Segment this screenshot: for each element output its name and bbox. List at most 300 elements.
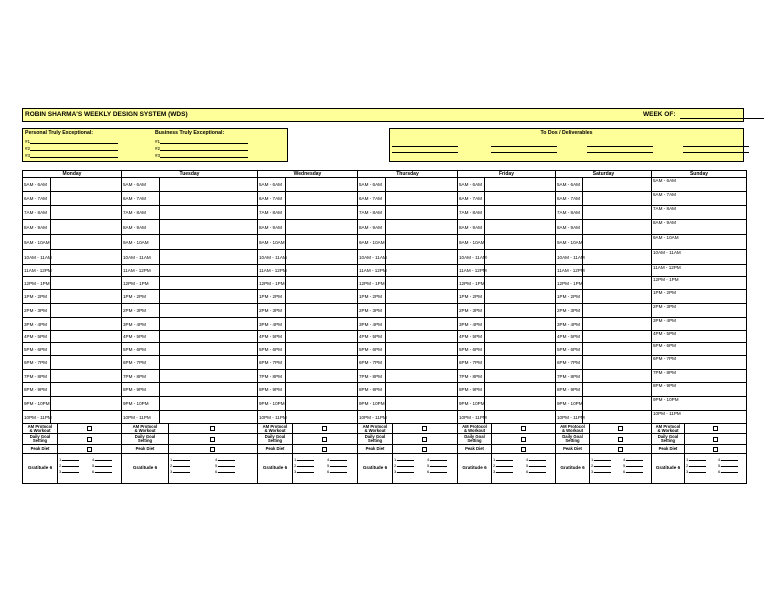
time-slot[interactable] (23, 250, 121, 265)
time-slot[interactable] (556, 220, 651, 235)
time-slot[interactable] (23, 331, 121, 343)
time-slot[interactable] (122, 265, 257, 277)
gratitude-line[interactable]: 3. (59, 469, 79, 474)
am-protocol-checkbox[interactable] (422, 426, 427, 431)
time-slot-label: 8AM - 9AM (653, 220, 676, 225)
time-slot-label: 7AM - 8AM (24, 210, 47, 215)
todo-line[interactable] (392, 146, 458, 147)
time-slot[interactable] (23, 318, 121, 331)
time-slot[interactable] (23, 343, 121, 356)
peak-diet-label: Peak Diet (658, 446, 678, 451)
gratitude-line[interactable]: 2. (170, 463, 190, 468)
time-slot[interactable] (358, 331, 457, 343)
peak-diet-checkbox[interactable] (422, 447, 427, 452)
time-slot-label: 7PM - 8PM (24, 373, 47, 379)
time-slot[interactable] (458, 178, 555, 192)
time-slot-label: 5PM - 6PM (259, 346, 282, 352)
time-slot-label: 6AM - 7AM (653, 192, 676, 197)
gratitude-line[interactable]: 6. (215, 469, 235, 474)
day-header: Saturday (556, 171, 651, 178)
time-slot-label: 5AM - 6AM (359, 182, 382, 187)
gratitude-line[interactable]: 5. (92, 463, 112, 468)
time-slot[interactable] (23, 304, 121, 318)
peak-diet-checkbox[interactable] (87, 447, 92, 452)
time-slot-label: 11AM - 12PM (259, 268, 287, 273)
time-slot-label: 10AM - 11AM (359, 254, 387, 260)
time-slot[interactable] (122, 220, 257, 235)
time-slot-label: 6AM - 7AM (24, 196, 47, 201)
time-slot[interactable] (23, 356, 121, 370)
personal-goal-1[interactable]: #1 (25, 138, 118, 144)
time-slot[interactable] (122, 343, 257, 356)
time-slot[interactable] (258, 277, 357, 290)
time-slot[interactable] (358, 290, 457, 304)
time-slot[interactable] (556, 178, 651, 192)
time-slot[interactable] (258, 220, 357, 235)
time-slot-label: 5AM - 6AM (653, 178, 676, 183)
gratitude-line[interactable]: 6. (92, 469, 112, 474)
business-goal-3[interactable]: #3 (155, 152, 248, 158)
time-slot-label: 3PM - 4PM (259, 321, 282, 327)
peak-diet-row (652, 445, 746, 454)
time-slot[interactable] (556, 356, 651, 370)
gratitude-line[interactable]: 6. (526, 469, 546, 474)
am-protocol-checkbox[interactable] (521, 426, 526, 431)
gratitude-line[interactable]: 2. (394, 463, 414, 468)
time-slot[interactable] (23, 235, 121, 250)
am-protocol-checkbox[interactable] (618, 426, 623, 431)
time-slot[interactable] (652, 397, 746, 411)
gratitude-line[interactable]: 3. (394, 469, 414, 474)
todo-line[interactable] (683, 146, 749, 147)
time-slot[interactable] (122, 290, 257, 304)
time-slot[interactable] (358, 192, 457, 206)
time-slot-label: 6PM - 7PM (259, 360, 282, 365)
time-slot[interactable] (458, 220, 555, 235)
time-slot[interactable] (23, 192, 121, 206)
time-slot[interactable] (458, 265, 555, 277)
time-slot-label: 6AM - 7AM (359, 196, 382, 201)
gratitude-line[interactable]: 1. (591, 457, 611, 462)
time-slot[interactable] (258, 397, 357, 411)
time-slot[interactable] (358, 277, 457, 290)
time-slot[interactable] (458, 331, 555, 343)
time-slot[interactable] (458, 397, 555, 411)
gratitude-line[interactable]: 1. (294, 457, 314, 462)
gratitude-line[interactable]: 4. (327, 457, 347, 462)
todo-line[interactable] (683, 152, 749, 153)
daily-goal-checkbox[interactable] (422, 437, 427, 442)
time-slot[interactable] (23, 265, 121, 277)
daily-goal-checkbox[interactable] (322, 437, 327, 442)
time-slot-label: 12PM - 1PM (359, 280, 385, 286)
time-slot-label: 4PM - 5PM (653, 331, 676, 336)
time-slot[interactable] (652, 277, 746, 290)
time-slot-label: 10PM - 11PM (557, 414, 585, 420)
time-slot[interactable] (652, 192, 746, 206)
peak-diet-row (458, 445, 555, 454)
gratitude-line[interactable]: 2. (686, 463, 706, 468)
todo-line[interactable] (491, 146, 557, 147)
time-slot[interactable] (652, 206, 746, 220)
gratitude-line[interactable]: 4. (718, 457, 738, 462)
week-of-field[interactable] (680, 118, 764, 119)
time-slot-label: 2PM - 3PM (653, 304, 676, 309)
am-protocol-checkbox[interactable] (87, 426, 92, 431)
day-column-sunday (651, 170, 747, 484)
business-goals-title: Business Truly Exceptional: (155, 130, 225, 136)
time-slot-label: 1PM - 2PM (653, 290, 676, 295)
gratitude-line[interactable]: 5. (526, 463, 546, 468)
time-slot[interactable] (23, 178, 121, 192)
day-header: Friday (458, 171, 555, 178)
time-slot-label: 12PM - 1PM (259, 280, 285, 286)
gratitude-row (122, 454, 257, 483)
time-slot[interactable] (122, 178, 257, 192)
time-slot[interactable] (556, 265, 651, 277)
time-slot[interactable] (258, 370, 357, 383)
time-slot-label: 6PM - 7PM (359, 360, 382, 365)
time-slot-label: 4PM - 5PM (123, 334, 146, 339)
time-slot-label: 12PM - 1PM (459, 280, 485, 286)
time-slot[interactable] (556, 370, 651, 383)
gratitude-line[interactable]: 2. (294, 463, 314, 468)
time-slot-label: 8AM - 9AM (359, 224, 382, 230)
gratitude-line[interactable]: 4. (526, 457, 546, 462)
time-slot[interactable] (23, 397, 121, 411)
time-slot[interactable] (23, 220, 121, 235)
time-slot[interactable] (122, 397, 257, 411)
time-slot[interactable] (122, 192, 257, 206)
time-slot[interactable] (556, 411, 651, 424)
time-slot-label: 5PM - 6PM (653, 343, 676, 348)
time-slot-label: 9AM - 10AM (359, 239, 385, 245)
time-slot[interactable] (358, 250, 457, 265)
gratitude-line[interactable]: 2. (591, 463, 611, 468)
time-slot[interactable] (122, 277, 257, 290)
todo-line[interactable] (587, 146, 653, 147)
gratitude-line[interactable]: 1. (170, 457, 190, 462)
time-slot[interactable] (458, 277, 555, 290)
time-slot[interactable] (652, 370, 746, 383)
time-slot[interactable] (23, 277, 121, 290)
time-slot[interactable] (122, 411, 257, 424)
time-slot[interactable] (358, 318, 457, 331)
time-slot[interactable] (23, 206, 121, 220)
time-slot[interactable] (358, 397, 457, 411)
peak-diet-row (556, 445, 651, 454)
time-slot[interactable] (556, 235, 651, 250)
gratitude-line[interactable]: 4. (623, 457, 643, 462)
am-protocol-label: AM Protocol & Workout (262, 423, 288, 433)
gratitude-line[interactable]: 6. (427, 469, 447, 474)
time-slot[interactable] (652, 331, 746, 343)
time-slot[interactable] (458, 370, 555, 383)
time-slot-label: 10AM - 11AM (653, 250, 681, 255)
time-slot[interactable] (258, 290, 357, 304)
peak-diet-row (258, 445, 357, 454)
time-slot-label: 6PM - 7PM (24, 360, 47, 365)
time-slot-label: 7PM - 8PM (459, 373, 482, 379)
time-slot[interactable] (358, 356, 457, 370)
time-slot[interactable] (458, 290, 555, 304)
gratitude-line[interactable]: 1. (493, 457, 513, 462)
gratitude-line[interactable]: 1. (59, 457, 79, 462)
personal-goal-3[interactable]: #3 (25, 152, 118, 158)
time-slot-label: 9PM - 10PM (459, 401, 485, 406)
personal-goal-2[interactable]: #2 (25, 145, 118, 151)
time-slot[interactable] (458, 206, 555, 220)
time-slot-label: 8AM - 9AM (459, 224, 482, 230)
peak-diet-checkbox[interactable] (713, 447, 718, 452)
time-slot[interactable] (652, 220, 746, 235)
time-slot-label: 8PM - 9PM (653, 383, 676, 388)
time-slot[interactable] (258, 265, 357, 277)
time-slot-label: 5PM - 6PM (123, 346, 146, 352)
gratitude-line[interactable]: 3. (294, 469, 314, 474)
time-slot-label: 1PM - 2PM (24, 294, 47, 299)
time-slot[interactable] (358, 411, 457, 424)
time-slot[interactable] (458, 318, 555, 331)
time-slot[interactable] (556, 250, 651, 265)
peak-diet-checkbox[interactable] (521, 447, 526, 452)
time-slot[interactable] (458, 250, 555, 265)
daily-goal-label: Daily Goal Setting (134, 433, 156, 443)
day-column-monday (22, 170, 122, 484)
time-slot[interactable] (458, 235, 555, 250)
gratitude-line[interactable]: 2. (493, 463, 513, 468)
daily-goal-row (556, 434, 651, 445)
time-slot-label: 12PM - 1PM (24, 280, 50, 286)
week-of-label: WEEK OF: (643, 111, 676, 118)
gratitude-line[interactable]: 3. (170, 469, 190, 474)
business-goal-1[interactable]: #1 (155, 138, 248, 144)
time-slot[interactable] (122, 370, 257, 383)
time-slot[interactable] (556, 343, 651, 356)
time-slot[interactable] (556, 318, 651, 331)
day-column-wednesday (257, 170, 358, 484)
time-slot[interactable] (652, 304, 746, 318)
time-slot-label: 10PM - 11PM (459, 414, 487, 420)
time-slot-label: 9PM - 10PM (557, 401, 583, 406)
gratitude-line[interactable]: 3. (686, 469, 706, 474)
time-slot[interactable] (358, 343, 457, 356)
time-slot[interactable] (258, 331, 357, 343)
time-slot[interactable] (458, 411, 555, 424)
time-slot-label: 9AM - 10AM (259, 239, 285, 245)
time-slot[interactable] (122, 250, 257, 265)
time-slot[interactable] (458, 192, 555, 206)
am-protocol-label: AM Protocol & Workout (655, 423, 681, 433)
peak-diet-row (122, 445, 257, 454)
time-slot[interactable] (122, 206, 257, 220)
am-protocol-checkbox[interactable] (210, 426, 215, 431)
gratitude-line[interactable]: 6. (327, 469, 347, 474)
time-slot[interactable] (358, 206, 457, 220)
time-slot[interactable] (458, 383, 555, 397)
time-slot-label: 11AM - 12PM (123, 268, 151, 273)
time-slot[interactable] (652, 343, 746, 356)
time-slot-label: 10PM - 11PM (123, 414, 151, 420)
time-slot[interactable] (258, 178, 357, 192)
gratitude-label: Gratitude 6 (462, 464, 487, 470)
time-slot[interactable] (258, 318, 357, 331)
time-slot[interactable] (358, 304, 457, 318)
time-slot[interactable] (258, 356, 357, 370)
time-slot-label: 11AM - 12PM (653, 265, 681, 270)
time-slot[interactable] (122, 356, 257, 370)
time-slot[interactable] (122, 331, 257, 343)
time-slot[interactable] (358, 370, 457, 383)
time-slot[interactable] (23, 370, 121, 383)
gratitude-line[interactable]: 6. (623, 469, 643, 474)
time-slot[interactable] (358, 235, 457, 250)
time-slot[interactable] (358, 265, 457, 277)
gratitude-line[interactable]: 1. (686, 457, 706, 462)
todo-line[interactable] (587, 152, 653, 153)
time-slot-label: 6AM - 7AM (259, 196, 282, 201)
business-goal-2[interactable]: #2 (155, 145, 248, 151)
time-slot[interactable] (652, 383, 746, 397)
time-slot[interactable] (23, 411, 121, 424)
daily-goal-checkbox[interactable] (210, 437, 215, 442)
peak-diet-label: Peak Diet (563, 446, 582, 451)
time-slot-label: 7AM - 8AM (359, 210, 382, 215)
time-slot[interactable] (258, 206, 357, 220)
time-slot[interactable] (556, 383, 651, 397)
title-bar (22, 108, 744, 122)
time-slot[interactable] (556, 331, 651, 343)
time-slot-label: 10AM - 11AM (557, 254, 585, 260)
time-slot-label: 9PM - 10PM (653, 397, 679, 402)
time-slot-label: 4PM - 5PM (24, 334, 47, 339)
time-slot-label: 7PM - 8PM (557, 373, 580, 379)
time-slot[interactable] (652, 235, 746, 250)
gratitude-line[interactable]: 3. (591, 469, 611, 474)
time-slot-label: 7PM - 8PM (359, 373, 382, 379)
time-slot-label: 3PM - 4PM (24, 321, 47, 327)
todos-title: To Dos / Deliverables (540, 130, 593, 136)
peak-diet-checkbox[interactable] (210, 447, 215, 452)
peak-diet-checkbox[interactable] (618, 447, 623, 452)
day-header: Thursday (358, 171, 457, 178)
time-slot[interactable] (258, 411, 357, 424)
time-slot[interactable] (23, 383, 121, 397)
time-slot[interactable] (652, 265, 746, 277)
time-slot-label: 5AM - 6AM (24, 182, 47, 187)
gratitude-row (358, 454, 457, 483)
time-slot[interactable] (652, 356, 746, 370)
time-slot[interactable] (652, 318, 746, 331)
time-slot[interactable] (358, 220, 457, 235)
time-slot-label: 6PM - 7PM (123, 360, 146, 365)
time-slot[interactable] (258, 192, 357, 206)
time-slot[interactable] (122, 318, 257, 331)
gratitude-line[interactable]: 5. (427, 463, 447, 468)
gratitude-line[interactable]: 4. (427, 457, 447, 462)
gratitude-line[interactable]: 3. (493, 469, 513, 474)
time-slot-label: 10PM - 11PM (24, 414, 52, 420)
time-slot-label: 8PM - 9PM (123, 387, 146, 392)
peak-diet-checkbox[interactable] (322, 447, 327, 452)
gratitude-line[interactable]: 5. (718, 463, 738, 468)
time-slot[interactable] (652, 411, 746, 424)
time-slot[interactable] (458, 343, 555, 356)
daily-goal-checkbox[interactable] (618, 437, 623, 442)
gratitude-line[interactable]: 5. (327, 463, 347, 468)
time-slot[interactable] (258, 343, 357, 356)
todo-line[interactable] (392, 152, 458, 153)
time-slot-label: 2PM - 3PM (557, 308, 580, 313)
time-slot[interactable] (556, 290, 651, 304)
daily-goal-label: Daily Goal Setting (29, 433, 51, 443)
time-slot-label: 5AM - 6AM (459, 182, 482, 187)
time-slot[interactable] (258, 383, 357, 397)
time-slot[interactable] (556, 397, 651, 411)
am-protocol-label: AM Protocol & Workout (362, 423, 388, 433)
gratitude-line[interactable]: 6. (718, 469, 738, 474)
daily-goal-checkbox[interactable] (87, 437, 92, 442)
time-slot-label: 9PM - 10PM (259, 401, 285, 406)
daily-goal-label: Daily Goal Setting (364, 433, 386, 443)
am-protocol-row (652, 424, 746, 434)
time-slot[interactable] (258, 235, 357, 250)
gratitude-row (458, 454, 555, 483)
time-slot[interactable] (23, 290, 121, 304)
gratitude-label: Gratitude 6 (655, 464, 681, 470)
daily-goal-label: Daily Goal Setting (562, 433, 583, 443)
time-slot-label: 12PM - 1PM (653, 277, 679, 282)
time-slot-label: 9PM - 10PM (123, 401, 149, 406)
gratitude-line[interactable]: 5. (215, 463, 235, 468)
time-slot[interactable] (258, 250, 357, 265)
gratitude-label: Gratitude 6 (132, 464, 158, 470)
time-slot[interactable] (556, 192, 651, 206)
time-slot[interactable] (556, 277, 651, 290)
time-slot[interactable] (652, 250, 746, 265)
exceptional-goals-box (22, 128, 288, 162)
gratitude-line[interactable]: 5. (623, 463, 643, 468)
time-slot[interactable] (652, 290, 746, 304)
time-slot[interactable] (458, 356, 555, 370)
time-slot[interactable] (358, 383, 457, 397)
time-slot-label: 2PM - 3PM (459, 308, 482, 313)
time-slot-label: 10AM - 11AM (123, 254, 151, 260)
am-protocol-label: AM Protocol & Workout (560, 423, 585, 433)
gratitude-line[interactable]: 1. (394, 457, 414, 462)
time-slot-label: 3PM - 4PM (359, 321, 382, 327)
time-slot-label: 2PM - 3PM (259, 308, 282, 313)
time-slot[interactable] (358, 178, 457, 192)
daily-goal-checkbox[interactable] (713, 437, 718, 442)
time-slot[interactable] (652, 178, 746, 192)
time-slot[interactable] (122, 383, 257, 397)
gratitude-line[interactable]: 2. (59, 463, 79, 468)
gratitude-line[interactable]: 4. (92, 457, 112, 462)
time-slot[interactable] (258, 304, 357, 318)
time-slot[interactable] (122, 235, 257, 250)
time-slot[interactable] (122, 304, 257, 318)
time-slot[interactable] (458, 304, 555, 318)
am-protocol-checkbox[interactable] (713, 426, 718, 431)
am-protocol-checkbox[interactable] (322, 426, 327, 431)
time-slot[interactable] (556, 206, 651, 220)
am-protocol-row (358, 424, 457, 434)
gratitude-line[interactable]: 4. (215, 457, 235, 462)
daily-goal-checkbox[interactable] (521, 437, 526, 442)
time-slot[interactable] (556, 304, 651, 318)
todo-line[interactable] (491, 152, 557, 153)
